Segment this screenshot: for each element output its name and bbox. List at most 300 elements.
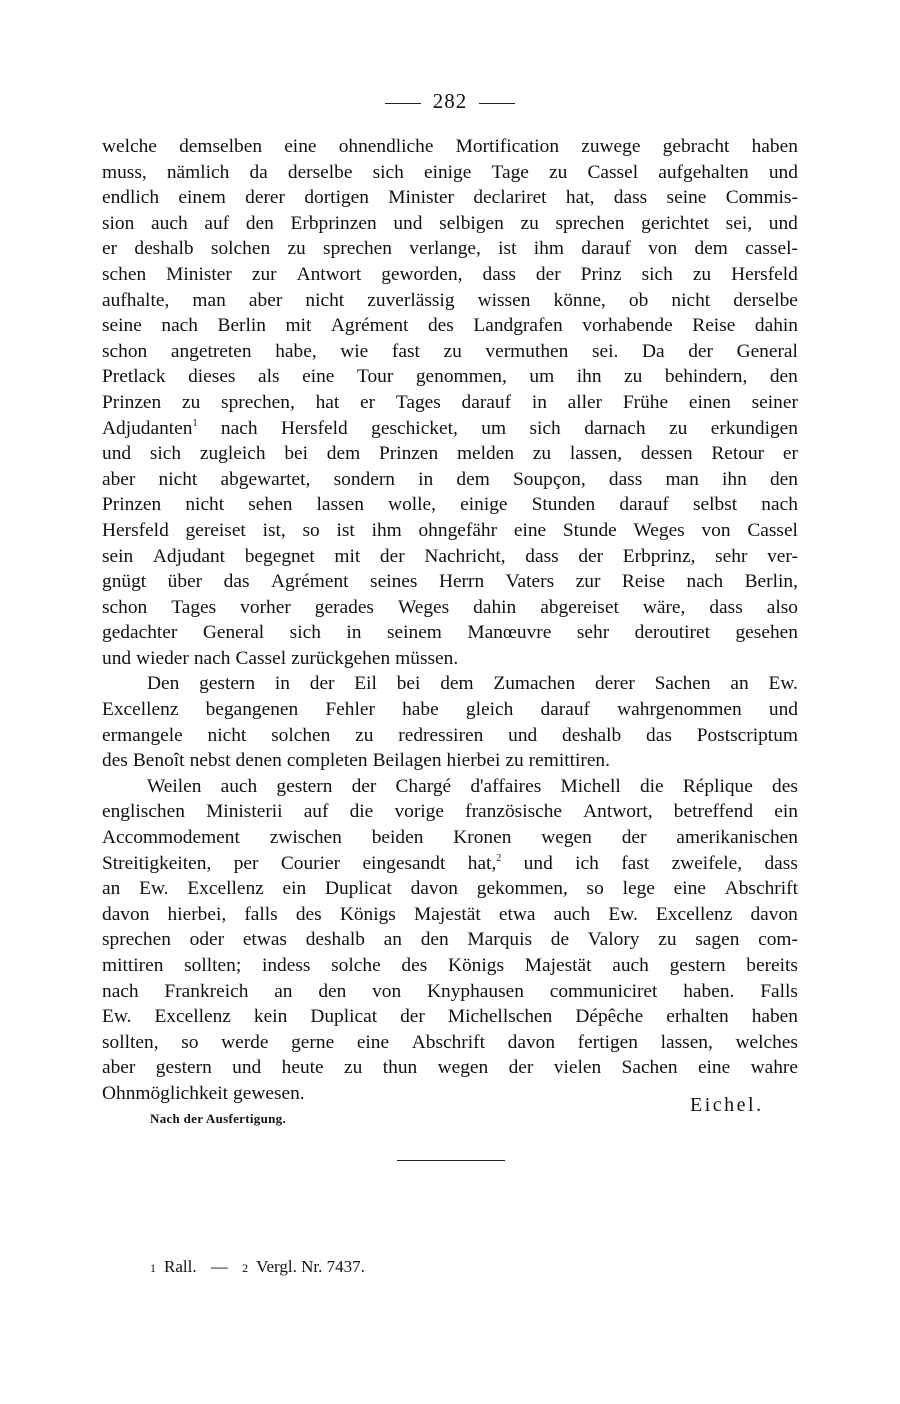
word: gestern — [669, 955, 726, 976]
word: in — [531, 391, 547, 413]
word: Erbprinzen — [290, 212, 377, 234]
word: einige — [423, 161, 472, 183]
word: von — [372, 980, 402, 1002]
word: nach — [220, 417, 258, 439]
word: begangenen — [205, 699, 299, 721]
word: endlich — [102, 187, 160, 209]
word: declariret — [473, 187, 547, 209]
word: sondern — [333, 468, 395, 490]
word: dem — [694, 238, 728, 260]
word: auch — [220, 775, 258, 797]
footnote-text: Vergl. Nr. 7437. — [256, 1257, 365, 1276]
word: Ew. — [608, 903, 638, 925]
word: ihm — [533, 238, 564, 260]
word: Prinzen — [102, 391, 162, 413]
word: dem — [456, 468, 490, 490]
word: sich — [289, 622, 321, 644]
word: Ew. — [102, 1006, 132, 1028]
word: gerades — [314, 596, 374, 618]
word: französische — [465, 801, 563, 823]
word: Courier — [280, 852, 341, 874]
word: auch — [612, 955, 649, 976]
header-rule-right — [479, 103, 515, 104]
source-note: Nach der Ausfertigung. — [150, 1111, 287, 1126]
word: könne, — [553, 289, 606, 311]
text-line — [102, 416, 798, 442]
word: seiner — [751, 391, 798, 413]
word: communiciret — [549, 980, 658, 1002]
word: Königs — [339, 903, 396, 925]
text-line — [102, 927, 798, 953]
word: darauf — [581, 238, 631, 260]
word: auf — [204, 212, 230, 234]
text-line — [102, 953, 798, 979]
word: der — [578, 545, 604, 567]
word: sehr — [576, 622, 610, 644]
word: vorige — [394, 801, 444, 823]
word: bereits — [746, 955, 798, 976]
word: deshalb — [305, 929, 365, 951]
word: Adjudanten$^1$ — [102, 417, 198, 439]
word: seinem — [386, 622, 442, 644]
text-line — [102, 160, 798, 186]
word: d'affaires — [470, 775, 542, 797]
word: derer — [594, 673, 635, 695]
word: Streitigkeiten, — [102, 852, 212, 874]
word: Falls — [760, 980, 798, 1002]
word: Fehler — [325, 699, 375, 721]
text-line — [102, 646, 798, 672]
word: ohnendliche — [338, 136, 434, 157]
word: das — [646, 724, 672, 746]
word: sich — [372, 161, 404, 183]
word: solchen — [271, 724, 331, 746]
word: seines — [370, 571, 418, 593]
word: derer — [245, 187, 285, 209]
word: ob — [628, 289, 649, 311]
word: an — [274, 980, 293, 1002]
word: remittiren. — [528, 750, 610, 772]
word: wissen — [477, 289, 531, 311]
word: seine — [102, 315, 142, 337]
word: gerichtet — [641, 212, 709, 234]
word: nebst — [189, 750, 231, 772]
word: hat, — [565, 187, 595, 209]
body-text — [102, 134, 798, 1107]
footnote-separator: — — [210, 1257, 228, 1276]
word: nicht — [305, 289, 345, 311]
word: des — [295, 903, 322, 925]
word: wegen — [541, 827, 592, 849]
word: davon — [750, 903, 798, 925]
word: Frankreich — [164, 980, 249, 1002]
word: wahrgenommen — [617, 699, 742, 721]
word: gewesen. — [233, 1082, 305, 1104]
word: Majestät — [524, 955, 592, 976]
word: Hersfeld — [280, 417, 348, 439]
word: Prinzen — [378, 443, 439, 465]
word: wieder — [136, 647, 189, 669]
word: wolle, — [388, 494, 436, 516]
word: einen — [688, 391, 731, 413]
word: fast — [391, 340, 420, 362]
text-line — [102, 518, 798, 544]
word: geworden, — [381, 263, 463, 285]
word: die — [349, 801, 374, 823]
word: sich — [641, 263, 673, 285]
word: Weges — [633, 519, 685, 541]
word: wie — [340, 340, 369, 362]
word: deshalb — [134, 238, 194, 260]
text-line — [102, 288, 798, 314]
word: des — [772, 775, 798, 797]
word: indess — [261, 955, 311, 976]
word: Majestät — [413, 903, 481, 925]
word: des — [427, 315, 454, 337]
word: zwischen — [269, 827, 342, 849]
word: sich — [529, 417, 561, 439]
word: sprechen — [102, 929, 171, 951]
word: Cassel — [587, 161, 639, 183]
word: dieses — [188, 366, 236, 388]
word: thun — [382, 1057, 418, 1079]
word: also — [766, 596, 798, 618]
text-line — [102, 851, 798, 877]
word: zuwege — [581, 136, 641, 157]
text-line — [102, 211, 798, 237]
word: Zumachen — [493, 673, 576, 695]
word: Agrément — [330, 315, 409, 337]
word: demselben — [179, 136, 263, 157]
page-header — [0, 87, 900, 115]
word: Beilagen — [372, 750, 442, 772]
text-line — [102, 467, 798, 493]
word: eine — [284, 136, 317, 157]
word: dass — [525, 545, 559, 567]
word: Königs — [447, 955, 505, 976]
word: Minister — [388, 187, 455, 209]
word: da — [249, 161, 268, 183]
word: so — [181, 1031, 199, 1053]
word: Sachen — [621, 1057, 678, 1079]
word: zu — [344, 1057, 363, 1079]
word: Berlin — [217, 315, 266, 337]
word: gleich — [465, 699, 514, 721]
word: Landgrafen — [473, 315, 563, 337]
word: Excellenz — [102, 699, 179, 721]
word: auf — [303, 801, 329, 823]
word: nämlich — [166, 161, 230, 183]
word: nicht — [185, 494, 225, 516]
word: als — [258, 366, 280, 388]
word: ich — [575, 852, 599, 874]
word: abgereiset — [540, 596, 619, 618]
word: und — [102, 647, 132, 669]
word: Soupçon, — [512, 468, 586, 490]
word: Retour — [711, 443, 765, 465]
word: sei, — [725, 212, 753, 234]
word: und — [508, 724, 538, 746]
word: nach — [686, 571, 724, 593]
word: zu — [624, 366, 643, 388]
footnote-2 — [242, 1257, 365, 1276]
word: wäre, — [642, 596, 686, 618]
word: oder — [189, 929, 225, 951]
word: Manœuvre — [467, 622, 552, 644]
word: gnügt — [102, 571, 147, 593]
word: dortigen — [304, 187, 369, 209]
text-line — [102, 339, 798, 365]
word: deshalb — [562, 724, 622, 746]
word: nach — [193, 647, 231, 669]
text-line — [102, 723, 798, 749]
text-line — [102, 697, 798, 723]
word: sollten, — [102, 1031, 159, 1053]
word: Michellschen — [447, 1006, 553, 1028]
word: den — [769, 468, 798, 490]
word: ein — [282, 878, 307, 900]
word: derselbe — [287, 161, 353, 183]
word: Minister — [166, 263, 232, 285]
word: Stunde — [562, 519, 617, 541]
word: Valory — [587, 929, 640, 951]
word: Tages — [171, 596, 217, 618]
word: und — [232, 1057, 262, 1079]
word: etwa — [498, 903, 536, 925]
word: zu — [520, 212, 539, 234]
word: dass — [764, 852, 798, 874]
word: an — [730, 673, 749, 695]
word: zur — [251, 263, 277, 285]
word: sprechen — [555, 212, 625, 234]
word: Eil — [354, 673, 377, 695]
word: darauf — [619, 494, 669, 516]
word: er — [360, 391, 376, 413]
word: einem — [178, 187, 226, 209]
word: darauf — [540, 699, 590, 721]
word: abgewartet, — [220, 468, 311, 490]
word: dem — [440, 673, 474, 695]
word: aber — [102, 1057, 136, 1079]
word: man — [665, 468, 699, 490]
word: Benoît — [132, 750, 185, 772]
word: lege — [622, 878, 655, 900]
word: falls — [244, 903, 278, 925]
word: ihn — [576, 366, 602, 388]
word: heute — [281, 1057, 324, 1079]
word: com- — [758, 929, 798, 951]
word: dass — [613, 187, 648, 209]
word: eine — [513, 519, 547, 541]
word: zugleich — [199, 443, 266, 465]
word: Pretlack — [102, 366, 166, 388]
word: geschicket, — [371, 417, 458, 439]
text-line — [102, 492, 798, 518]
word: haben — [751, 1006, 798, 1028]
text-line — [102, 364, 798, 390]
word: Reise — [692, 315, 736, 337]
word: begegnet — [244, 545, 315, 567]
word: wahre — [750, 1057, 798, 1079]
word: englischen — [102, 801, 185, 823]
word: Excellenz — [655, 903, 733, 925]
word: sagen — [695, 929, 740, 951]
word: von — [648, 238, 678, 260]
word: ermangele — [102, 724, 183, 746]
text-line — [102, 825, 798, 851]
word: davon — [410, 878, 458, 900]
word: Cassel — [747, 519, 798, 541]
word: hierbei, — [167, 903, 227, 925]
word: mit — [334, 545, 361, 567]
word: Sachen — [654, 673, 711, 695]
word: solche — [331, 955, 381, 976]
word: dahin — [754, 315, 798, 337]
text-line — [102, 902, 798, 928]
word: aufhalte, — [102, 289, 170, 311]
word: haben — [751, 136, 798, 157]
word: sprechen — [323, 238, 392, 260]
word: eine — [673, 878, 706, 900]
word: an — [383, 929, 402, 951]
word: habe — [402, 699, 439, 721]
text-line — [102, 671, 798, 697]
word: sollten; — [184, 955, 242, 976]
text-line — [102, 262, 798, 288]
word: mit — [285, 315, 312, 337]
text-line — [102, 134, 798, 160]
word: Nachricht, — [424, 545, 506, 567]
word: hierbei — [446, 750, 501, 772]
word: sich — [149, 443, 182, 465]
word: auch — [151, 212, 188, 234]
word: der — [400, 1006, 425, 1028]
word: den — [245, 212, 274, 234]
word: Erbprinz, — [622, 545, 696, 567]
word: Accommodement — [102, 827, 240, 849]
word: Antwort, — [583, 801, 653, 823]
text-line — [102, 1055, 798, 1081]
word: aufgehalten — [658, 161, 749, 183]
word: Berlin, — [744, 571, 798, 593]
word: zur — [575, 571, 601, 593]
word: dessen — [640, 443, 693, 465]
word: Den — [147, 673, 180, 695]
word: ist — [336, 519, 355, 541]
text-line — [102, 748, 798, 774]
word: dass — [608, 468, 643, 490]
word: eine — [302, 366, 335, 388]
word: General — [736, 340, 798, 362]
word: einige — [460, 494, 508, 516]
word: vorher — [240, 596, 291, 618]
word: so — [302, 519, 320, 541]
word: um — [529, 366, 555, 388]
word: aber — [102, 468, 136, 490]
word: fertigen — [577, 1031, 638, 1053]
word: der — [309, 673, 335, 695]
word: dahin — [473, 596, 517, 618]
word: sehr — [715, 545, 748, 567]
word: und — [768, 161, 798, 183]
word: der — [688, 340, 713, 362]
word: der — [621, 827, 647, 849]
word: um — [481, 417, 507, 439]
word: zuverlässig — [367, 289, 455, 311]
word: schon — [102, 596, 148, 618]
page-number: 282 — [432, 89, 468, 113]
word: zu — [692, 263, 712, 285]
word: ist — [498, 238, 517, 260]
text-line — [102, 313, 798, 339]
word: Michell — [560, 775, 621, 797]
word: müssen. — [395, 647, 459, 669]
word: Ew. — [139, 878, 169, 900]
text-line — [102, 620, 798, 646]
word: cassel- — [745, 238, 798, 260]
word: selbst — [692, 494, 738, 516]
word: Duplicat — [310, 1006, 378, 1028]
word: ein — [774, 801, 798, 823]
word: Stunden — [531, 494, 596, 516]
word: Hersfeld — [102, 519, 169, 541]
word: Excellenz — [187, 878, 264, 900]
word: deroutiret — [634, 622, 711, 644]
word: sprechen, — [221, 391, 295, 413]
end-rule — [397, 1160, 505, 1161]
word: sei. — [591, 340, 619, 362]
text-line — [102, 544, 798, 570]
word: Commis- — [725, 187, 798, 209]
word: zu — [181, 391, 201, 413]
word: darauf — [461, 391, 512, 413]
word: Chargé — [395, 775, 452, 797]
word: sein — [102, 545, 134, 567]
word: welches — [735, 1031, 798, 1053]
word: auch — [553, 903, 591, 925]
word: in — [274, 673, 290, 695]
word: zu — [355, 724, 374, 746]
word: schen — [102, 263, 147, 285]
word: wegen — [437, 1057, 489, 1079]
word: zurückgehen — [291, 647, 391, 669]
word: Kronen — [453, 827, 512, 849]
word: habe, — [275, 340, 317, 362]
word: verlange, — [409, 238, 481, 260]
word: selbigen — [439, 212, 504, 234]
word: aller — [567, 391, 603, 413]
word: ohngefähr — [418, 519, 498, 541]
word: nicht — [158, 468, 198, 490]
word: lassen, — [660, 1031, 713, 1053]
word: dem — [326, 443, 361, 465]
word: Excellenz — [154, 1006, 231, 1028]
word: seine — [666, 187, 707, 209]
word: gesehen — [735, 622, 798, 644]
word: des — [401, 955, 428, 976]
word: melden — [456, 443, 515, 465]
word: de — [550, 929, 570, 951]
word: die — [639, 775, 664, 797]
word: Ministerii — [206, 801, 283, 823]
word: Tage — [491, 161, 529, 183]
word: Hersfeld — [731, 263, 798, 285]
word: so — [586, 878, 604, 900]
word: Tages — [395, 391, 441, 413]
word: lassen — [316, 494, 364, 516]
word: nicht — [671, 289, 711, 311]
signature: Eichel. — [690, 1094, 764, 1116]
